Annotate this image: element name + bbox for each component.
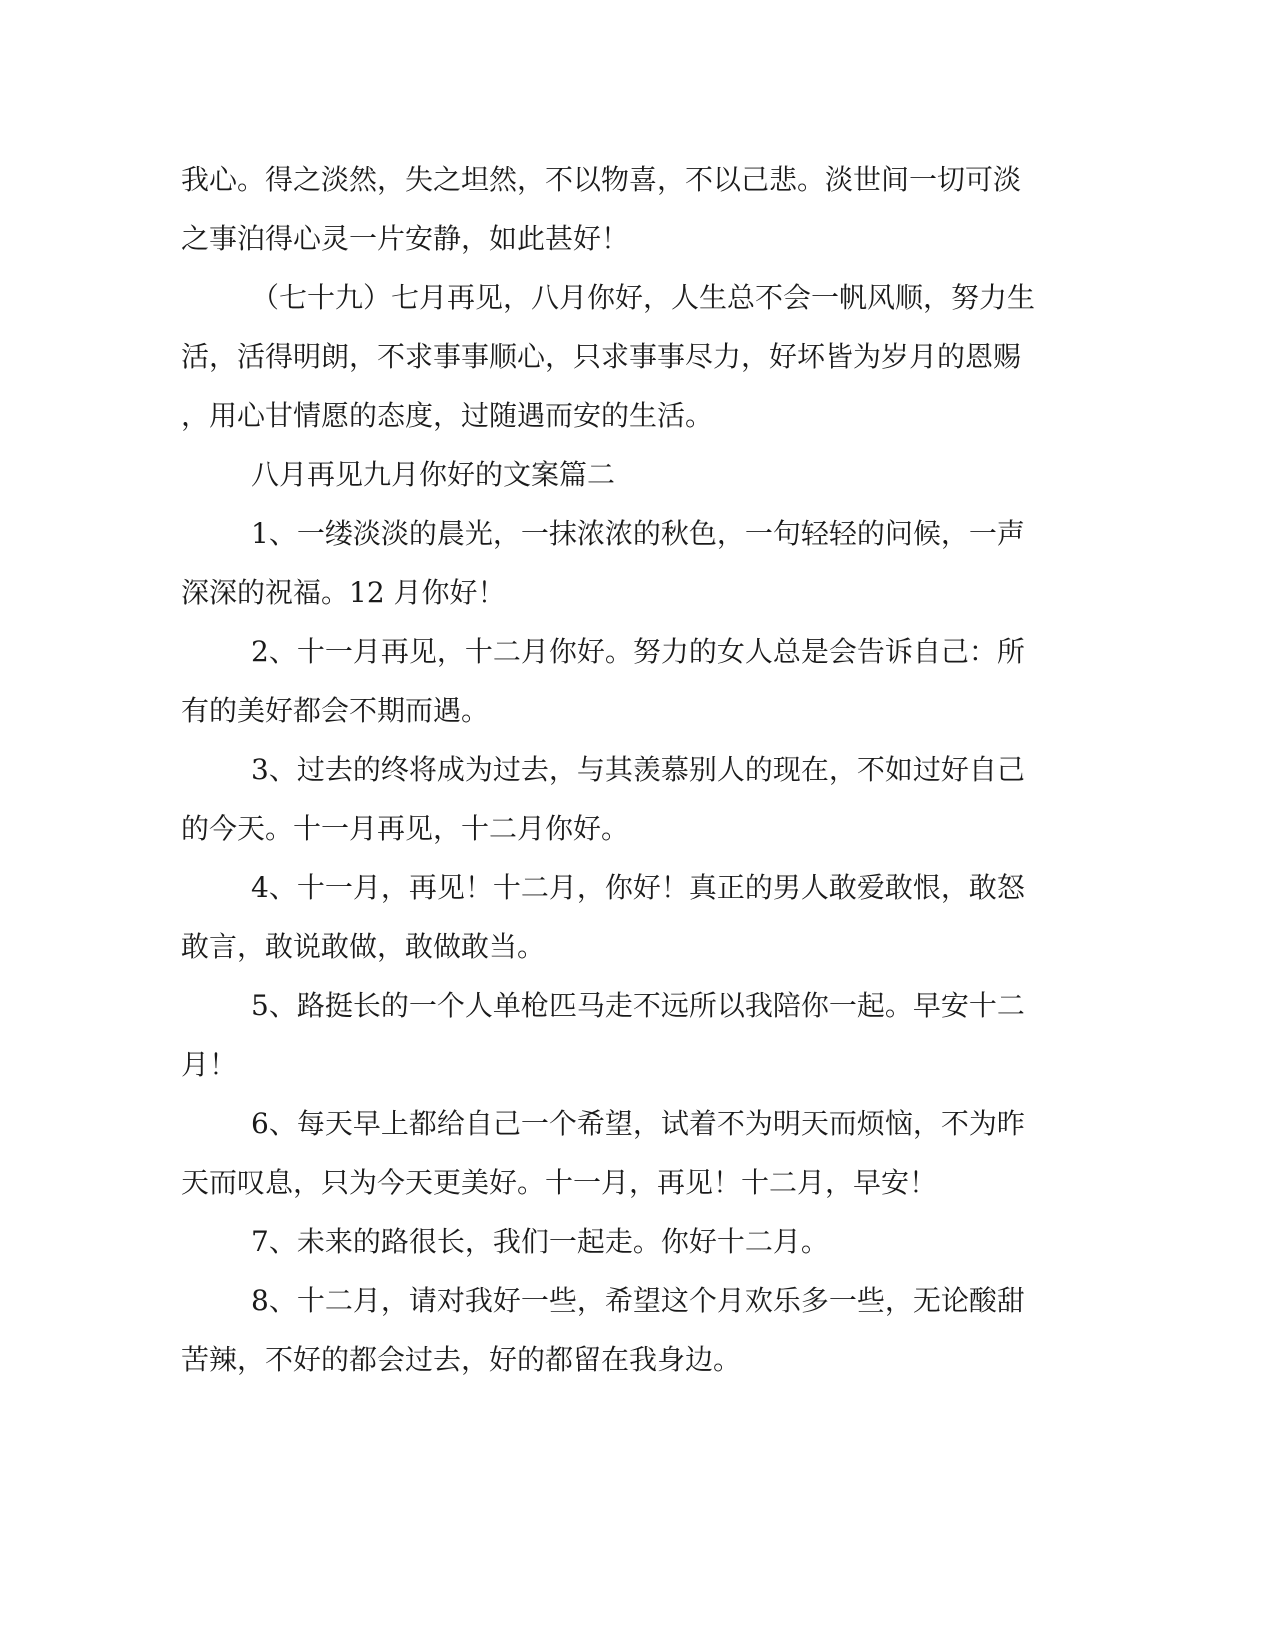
line-text: 5、路挺长的一个人单枪匹马走不远所以我陪你一起。早安十二 xyxy=(251,989,1025,1022)
list-item xyxy=(0,750,1275,790)
list-item xyxy=(0,1222,1275,1262)
line-text: 7、未来的路很长，我们一起走。你好十二月。 xyxy=(251,1225,829,1258)
text-line xyxy=(0,337,1275,377)
text-line xyxy=(0,1340,1275,1380)
line-text: 深深的祝福。12 月你好！ xyxy=(181,576,506,609)
line-text: 天而叹息，只为今天更美好。十一月，再见！十二月，早安！ xyxy=(181,1166,938,1199)
line-text: 有的美好都会不期而遇。 xyxy=(181,694,490,727)
line-text: （七十九）七月再见，八月你好，人生总不会一帆风顺，努力生 xyxy=(251,281,1036,314)
line-text: 2、十一月再见，十二月你好。努力的女人总是会告诉自己：所 xyxy=(251,635,1025,668)
line-text: 活，活得明朗，不求事事顺心，只求事事尽力，好坏皆为岁月的恩赐 xyxy=(181,340,1022,373)
line-text: 1、一缕淡淡的晨光，一抹浓浓的秋色，一句轻轻的问候，一声 xyxy=(251,517,1025,550)
section-heading xyxy=(0,455,1275,495)
list-item xyxy=(0,1104,1275,1144)
list-item xyxy=(0,868,1275,908)
text-line xyxy=(0,160,1275,200)
text-line xyxy=(0,1045,1275,1085)
text-line xyxy=(0,278,1275,318)
line-text: 之事泊得心灵一片安静，如此甚好！ xyxy=(181,222,630,255)
list-item xyxy=(0,632,1275,672)
list-item xyxy=(0,986,1275,1026)
list-item xyxy=(0,514,1275,554)
heading-text: 八月再见九月你好的文案篇二 xyxy=(251,458,616,491)
list-item xyxy=(0,1281,1275,1321)
line-text: 3、过去的终将成为过去，与其羡慕别人的现在，不如过好自己 xyxy=(251,753,1025,786)
line-text: 4、十一月，再见！十二月，你好！真正的男人敢爱敢恨，敢怒 xyxy=(251,871,1025,904)
text-line xyxy=(0,691,1275,731)
text-line xyxy=(0,809,1275,849)
text-line xyxy=(0,573,1275,613)
text-line xyxy=(0,396,1275,436)
line-text: 8、十二月，请对我好一些，希望这个月欢乐多一些，无论酸甜 xyxy=(251,1284,1025,1317)
text-line xyxy=(0,219,1275,259)
line-text: 苦辣，不好的都会过去，好的都留在我身边。 xyxy=(181,1343,742,1376)
line-text: 月！ xyxy=(181,1048,238,1081)
line-text: 6、每天早上都给自己一个希望，试着不为明天而烦恼，不为昨 xyxy=(251,1107,1025,1140)
line-text: 我心。得之淡然，失之坦然，不以物喜，不以己悲。淡世间一切可淡 xyxy=(181,163,1022,196)
line-text: ，用心甘情愿的态度，过随遇而安的生活。 xyxy=(181,399,714,432)
text-line xyxy=(0,927,1275,967)
line-text: 敢言，敢说敢做，敢做敢当。 xyxy=(181,930,546,963)
line-text: 的今天。十一月再见，十二月你好。 xyxy=(181,812,630,845)
text-line xyxy=(0,1163,1275,1203)
